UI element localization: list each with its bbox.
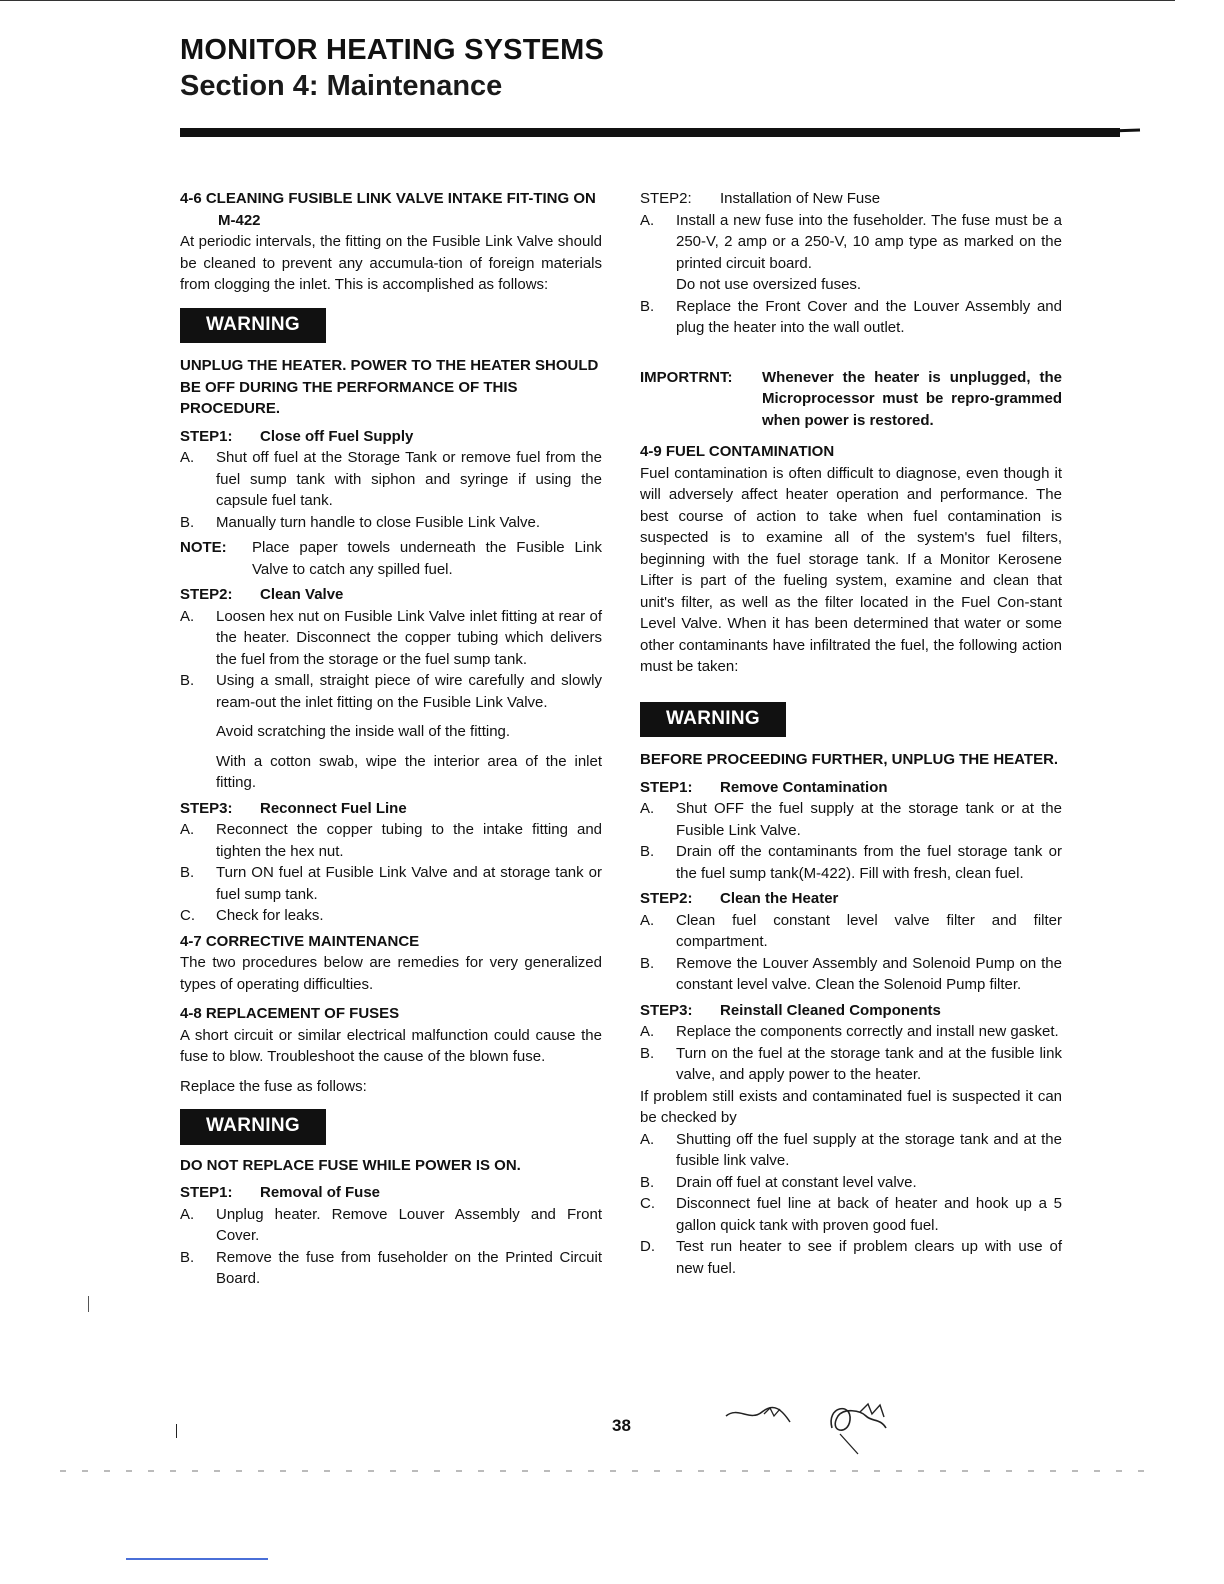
list-item: [640, 1021, 1062, 1043]
step-label: STEP1:: [640, 778, 693, 796]
section-subtitle: Section 4: Maintenance: [180, 70, 503, 102]
list-text: Drain off the contaminants from the fuel storage tank or the fuel sump tank(M-422). Fill with fresh, clean fuel.: [676, 843, 1062, 882]
section-4-6-heading: 4-6 CLEANING FUSIBLE LINK VALVE INTAKE FIT-TING ON M-422: [180, 190, 596, 229]
list-item: [640, 953, 1062, 996]
list-text: Turn ON fuel at Fusible Link Valve and at storage tank or fuel sump tank.: [216, 864, 602, 903]
list-text: Replace the Front Cover and the Louver Assembly and plug the heater into the wall outlet.: [676, 297, 1062, 336]
note-label: NOTE:: [180, 539, 227, 556]
section-4-8-text: A short circuit or similar electrical malfunction could cause the fuse to blow. Troubleshoot the cause of the blown fuse.: [180, 1026, 602, 1065]
list-item: [640, 210, 1062, 275]
list-marker: C.: [640, 1195, 655, 1212]
list-text: Remove the fuse from fuseholder on the Printed Circuit Board.: [216, 1248, 602, 1287]
list-marker: A.: [180, 607, 195, 625]
important-text: Whenever the heater is unplugged, the Microprocessor must be repro-grammed when power is restored.: [762, 368, 1062, 429]
step-label: STEP3:: [180, 799, 233, 817]
step2-heading: [640, 188, 1062, 210]
step-label: STEP2:: [180, 586, 233, 603]
list-item: [640, 1043, 1062, 1086]
list-text: Clean fuel constant level valve filter and filter compartment.: [676, 911, 1062, 950]
list-marker: A.: [180, 821, 195, 838]
list-marker: B.: [640, 843, 655, 860]
note-block: [180, 537, 602, 580]
warning-badge: WARNING: [180, 1109, 326, 1145]
list-item: [640, 296, 1062, 339]
handwritten-scribble: [720, 1398, 920, 1458]
list-marker: C.: [180, 907, 195, 924]
header-rule: [180, 128, 1120, 137]
right-column: [640, 188, 1062, 1279]
section-4-9-tail: If problem still exists and contaminated fuel is suspected it can be checked by: [640, 1087, 1062, 1126]
list-item: [180, 862, 602, 905]
step-title: Reconnect Fuel Line: [260, 799, 407, 817]
step3-heading: [180, 798, 602, 820]
list-text: Replace the components correctly and install new gasket.: [676, 1023, 1059, 1040]
list-item: [640, 1236, 1062, 1279]
warning-badge: WARNING: [180, 308, 326, 344]
list-marker: A.: [640, 911, 655, 929]
list-marker: A.: [640, 800, 655, 817]
step-label: STEP1:: [180, 427, 233, 445]
step1-heading: [180, 426, 602, 448]
list-text: Test run heater to see if problem clears up with use of new fuel.: [676, 1238, 1062, 1277]
section-4-9-heading: 4-9 FUEL CONTAMINATION: [640, 443, 835, 460]
step-label: STEP2:: [640, 190, 692, 207]
list-text: Turn on the fuel at the storage tank and at the fusible link valve, and apply power to the heater.: [676, 1044, 1062, 1083]
list-item: [180, 1204, 602, 1247]
list-item: [640, 841, 1062, 884]
list-item: [640, 910, 1062, 953]
list-marker: B.: [640, 297, 655, 315]
left-column: [180, 188, 602, 1290]
list-marker: D.: [640, 1238, 655, 1255]
scan-mark: [176, 1424, 177, 1438]
list-text: Shut OFF the fuel supply at the storage tank or at the Fusible Link Valve.: [676, 800, 1062, 839]
list-item: [180, 905, 602, 927]
list-item: [180, 819, 602, 862]
list-marker: A.: [640, 1023, 655, 1040]
list-text: Shutting off the fuel supply at the storage tank and at the fusible link valve.: [676, 1130, 1062, 1169]
list-marker: B.: [180, 1248, 195, 1266]
step-title: Installation of New Fuse: [720, 190, 881, 207]
step3-heading: [640, 1000, 1062, 1022]
step1-heading: [640, 777, 1062, 799]
list-item: [640, 1172, 1062, 1194]
page-number: 38: [612, 1416, 631, 1435]
list-text: Check for leaks.: [216, 907, 324, 924]
section-4-6-intro: At periodic intervals, the fitting on the Fusible Link Valve should be cleaned to prevent any accumula-tion of foreign materials from clogging the inlet. This is accomplished as follows:: [180, 233, 602, 293]
list-text: Unplug heater. Remove Louver Assembly and Front Cover.: [216, 1205, 602, 1244]
list-marker: B.: [640, 1173, 655, 1191]
section-4-7-text: The two procedures below are remedies for very generalized types of operating difficulties.: [180, 954, 602, 993]
list-marker: A.: [640, 1130, 655, 1148]
list-text: Manually turn handle to close Fusible Link Valve.: [216, 513, 541, 531]
section-4-9-text: Fuel contamination is often difficult to diagnose, even though it will adversely affect heater operation and performance. The best course of action to take when fuel contamination is suspected is to examine all of the system's fuel filters, beginning with the fuel storage tank. If a Monitor Kerosene Lifter is part of the fueling system, examine and clean that unit's filter, as well as the filter located in the Fuel Con-stant Level Valve. When it has been determined that water or some other contaminants have infiltrated the fuel, the following action must be taken:: [640, 464, 1062, 675]
step-title: Remove Contamination: [720, 778, 888, 796]
step-title: Reinstall Cleaned Components: [720, 1001, 941, 1019]
list-item: [640, 1129, 1062, 1172]
step-title: Clean Valve: [260, 586, 344, 603]
list-marker: B.: [640, 1044, 655, 1062]
list-text: Drain off fuel at constant level valve.: [676, 1173, 917, 1191]
step-title: Close off Fuel Supply: [260, 427, 414, 445]
list-marker: A.: [180, 1205, 195, 1223]
warning-badge: WARNING: [640, 702, 786, 738]
list-marker: A.: [640, 211, 655, 229]
list-item: [180, 447, 602, 512]
step-paragraph: With a cotton swab, wipe the interior area of the inlet fitting.: [216, 752, 602, 791]
scan-blue-mark: [126, 1558, 268, 1560]
scan-dotted-line: [60, 1470, 1160, 1472]
list-marker: B.: [180, 864, 195, 881]
step-paragraph: Do not use oversized fuses.: [676, 276, 862, 293]
list-text: Shut off fuel at the Storage Tank or remove fuel from the fuel sump tank with siphon and syringe if using the capsule fuel tank.: [216, 449, 602, 509]
step2-heading: [180, 584, 602, 606]
top-border-line: [0, 0, 1175, 1]
list-marker: B.: [180, 672, 195, 689]
step2-heading: [640, 888, 1062, 910]
list-marker: B.: [180, 513, 195, 531]
list-text: Remove the Louver Assembly and Solenoid Pump on the constant level valve. Clean the Solenoid Pump filter.: [676, 954, 1062, 993]
list-item: [640, 1193, 1062, 1236]
section-4-8-text2: Replace the fuse as follows:: [180, 1077, 367, 1095]
note-text: Place paper towels underneath the Fusible Link Valve to catch any spilled fuel.: [252, 539, 602, 578]
step-label: STEP3:: [640, 1001, 693, 1019]
list-item: [180, 1247, 602, 1290]
list-text: Using a small, straight piece of wire carefully and slowly ream-out the inlet fitting on the Fusible Link Valve.: [216, 672, 602, 711]
list-text: Install a new fuse into the fuseholder. The fuse must be a 250-V, 2 amp or a 250-V, 10 amp type as marked on the printed circuit board.: [676, 211, 1062, 272]
step-title: Clean the Heater: [720, 890, 839, 907]
header-rule-tip: [1110, 128, 1140, 132]
list-item: [640, 798, 1062, 841]
page-title: MONITOR HEATING SYSTEMS: [180, 34, 605, 66]
list-text: Disconnect fuel line at back of heater and hook up a 5 gallon quick tank with proven good fuel.: [676, 1195, 1062, 1234]
step-title: Removal of Fuse: [260, 1184, 381, 1201]
important-note: [640, 367, 1062, 432]
step-paragraph: Avoid scratching the inside wall of the fitting.: [216, 723, 511, 740]
step-label: STEP1:: [180, 1184, 233, 1201]
important-label: IMPORTRNT:: [640, 368, 733, 386]
step-label: STEP2:: [640, 890, 693, 907]
warning-text: DO NOT REPLACE FUSE WHILE POWER IS ON.: [180, 1156, 521, 1174]
list-item: [180, 512, 602, 534]
scan-mark: [88, 1296, 89, 1312]
list-marker: A.: [180, 449, 195, 466]
step1-heading: [180, 1182, 602, 1204]
list-item: [180, 606, 602, 671]
list-marker: B.: [640, 954, 655, 972]
section-4-8-heading: 4-8 REPLACEMENT OF FUSES: [180, 1005, 400, 1022]
list-item: [180, 670, 602, 713]
warning-text: BEFORE PROCEEDING FURTHER, UNPLUG THE HEATER.: [640, 751, 1059, 768]
section-4-7-heading: 4-7 CORRECTIVE MAINTENANCE: [180, 932, 420, 950]
list-text: Reconnect the copper tubing to the intake fitting and tighten the hex nut.: [216, 821, 602, 860]
list-text: Loosen hex nut on Fusible Link Valve inlet fitting at rear of the heater. Disconnect the copper tubing which delivers the fuel from the storage or the fuel sump tank.: [216, 607, 602, 668]
warning-text: UNPLUG THE HEATER. POWER TO THE HEATER SHOULD BE OFF DURING THE PERFORMANCE OF THIS PROCEDURE.: [180, 357, 599, 417]
